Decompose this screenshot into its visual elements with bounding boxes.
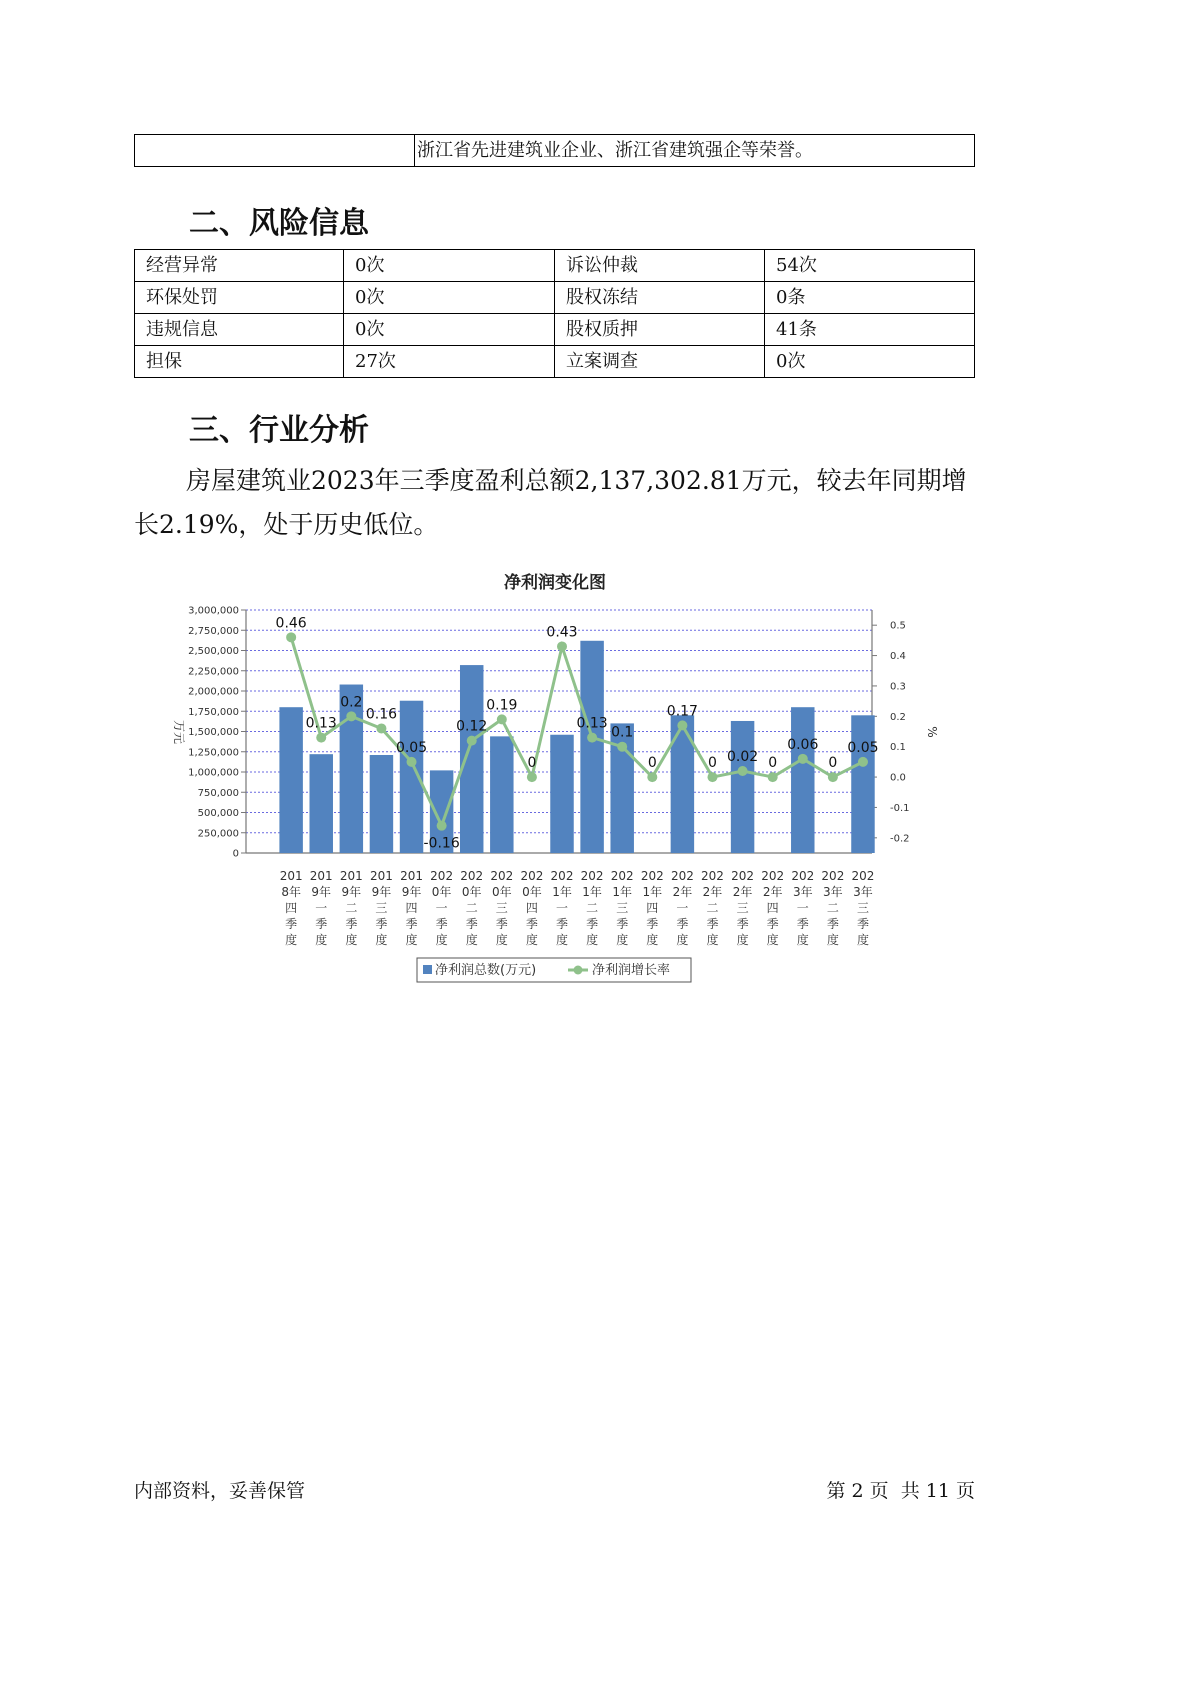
honors-table-label-cell — [135, 135, 415, 167]
growth-data-label: 0.02 — [727, 748, 759, 765]
risk-value: 0次 — [344, 314, 555, 346]
growth-data-label: 0.43 — [546, 624, 578, 641]
y-tick-label: 1,750,000 — [188, 706, 239, 718]
y-tick-label: 1,500,000 — [188, 727, 239, 738]
risk-label: 经营异常 — [135, 250, 344, 282]
growth-data-label: 0.16 — [365, 706, 398, 723]
growth-point — [407, 757, 417, 767]
y-tick-label: 250,000 — [197, 828, 239, 840]
risk-label: 立案调查 — [555, 346, 765, 378]
net-profit-chart — [0, 560, 1191, 1000]
y2-tick-label: 0.0 — [890, 772, 906, 784]
growth-point — [707, 772, 717, 782]
chart-bar — [731, 721, 754, 853]
growth-data-label: 0 — [647, 755, 657, 772]
growth-data-label: 0 — [527, 755, 537, 772]
y-tick-label: 0 — [232, 848, 239, 860]
chart-bar — [671, 715, 694, 853]
y2-tick-label: 0.5 — [890, 620, 906, 632]
legend-line-label: 净利润增长率 — [592, 963, 671, 978]
chart-bar — [310, 754, 333, 853]
growth-point — [798, 754, 808, 764]
growth-point — [557, 641, 567, 651]
growth-data-label: 0.06 — [787, 736, 819, 753]
x-tick-label: 202 0年二季度 — [460, 869, 484, 947]
growth-data-label: 0 — [708, 755, 717, 772]
x-tick-label: 202 0年一季度 — [430, 869, 454, 947]
x-tick-label: 202 0年四季度 — [520, 869, 544, 947]
table-row — [135, 250, 975, 282]
x-tick-label: 201 9年三季度 — [369, 869, 393, 947]
risk-value: 0次 — [344, 250, 555, 282]
honors-table-value-cell: 浙江省先进建筑业企业、浙江省建筑强企等荣誉。 — [415, 135, 975, 167]
growth-point — [617, 742, 627, 752]
growth-point — [677, 720, 687, 730]
y2-tick-label: 0.2 — [890, 711, 906, 723]
risk-label: 股权质押 — [555, 314, 765, 346]
y-tick-label: 1,000,000 — [188, 767, 239, 779]
growth-data-label: 0.05 — [847, 739, 879, 756]
chart-bar — [460, 665, 483, 853]
growth-point — [768, 772, 778, 782]
growth-data-label: 0.46 — [275, 615, 307, 632]
y2-tick-label: 0.3 — [890, 681, 906, 693]
industry-paragraph: 房屋建筑业2023年三季度盈利总额2,137,302.81万元，较去年同期增长2.19%，处于历史低位。 — [134, 466, 967, 539]
growth-point — [497, 714, 507, 724]
growth-data-label: -0.16 — [423, 835, 460, 852]
y-tick-label: 2,500,000 — [188, 646, 239, 657]
chart-bar — [580, 641, 603, 853]
risk-value: 0条 — [765, 282, 975, 314]
y2-tick-label: 0.1 — [890, 742, 906, 754]
x-tick-label: 202 3年三季度 — [851, 869, 875, 947]
footer-page-number: 第 2 页 共 11 页 — [826, 1480, 975, 1502]
growth-point — [316, 733, 326, 743]
growth-data-label: 0.1 — [611, 724, 634, 741]
growth-data-label: 0 — [828, 755, 838, 772]
x-tick-label: 201 9年二季度 — [339, 869, 363, 947]
chart-bar — [550, 735, 573, 853]
growth-point — [858, 757, 868, 767]
legend-line-marker — [574, 966, 583, 975]
growth-data-label: 0 — [768, 755, 778, 772]
x-tick-label: 202 0年三季度 — [490, 869, 514, 947]
y-tick-label: 500,000 — [197, 808, 239, 819]
risk-label: 违规信息 — [135, 314, 344, 346]
footer-confidential: 内部资料，妥善保管 — [134, 1480, 306, 1502]
risk-table — [134, 249, 975, 378]
y-tick-label: 2,000,000 — [188, 686, 239, 698]
growth-point — [437, 821, 447, 831]
y-tick-label: 2,750,000 — [188, 625, 239, 637]
x-tick-label: 202 2年四季度 — [761, 869, 785, 947]
legend-bar-swatch — [423, 965, 432, 974]
x-tick-label: 202 1年四季度 — [640, 869, 664, 947]
growth-data-label: 0.12 — [456, 718, 488, 735]
growth-point — [587, 733, 597, 743]
growth-point — [647, 772, 657, 782]
table-row — [135, 282, 975, 314]
chart-title: 净利润变化图 — [504, 573, 606, 593]
growth-data-label: 0.13 — [305, 715, 337, 732]
growth-data-label: 0.19 — [486, 697, 518, 714]
growth-point — [346, 711, 356, 721]
risk-section-title: 二、风险信息 — [189, 206, 369, 241]
industry-section-title: 三、行业分析 — [189, 413, 369, 448]
y-tick-label: 3,000,000 — [188, 605, 239, 617]
y-tick-label: 1,250,000 — [188, 747, 239, 759]
y-tick-label: 2,250,000 — [188, 666, 239, 678]
risk-value: 27次 — [344, 346, 555, 378]
y-axis-title: 万元 — [172, 719, 186, 745]
risk-value: 41条 — [765, 314, 975, 346]
table-row — [135, 314, 975, 346]
growth-data-label: 0.2 — [340, 694, 363, 711]
growth-point — [828, 772, 838, 782]
risk-value: 0次 — [765, 346, 975, 378]
x-tick-label: 201 9年四季度 — [400, 869, 423, 947]
x-tick-label: 202 2年一季度 — [670, 869, 694, 947]
risk-label: 股权冻结 — [555, 282, 765, 314]
growth-data-label: 0.13 — [576, 715, 608, 732]
table-row — [135, 346, 975, 378]
x-tick-label: 202 2年三季度 — [731, 869, 755, 947]
honors-table — [134, 134, 975, 167]
chart-bar — [791, 707, 814, 853]
x-tick-label: 202 2年二季度 — [701, 869, 724, 947]
y2-axis-title: % — [925, 726, 939, 738]
x-tick-label: 202 1年三季度 — [610, 869, 634, 947]
risk-label: 担保 — [135, 346, 344, 378]
y2-tick-label: -0.1 — [890, 802, 910, 814]
growth-data-label: 0.05 — [395, 739, 428, 756]
chart-bar — [370, 755, 393, 853]
y2-tick-label: 0.4 — [890, 651, 906, 663]
chart-bar — [851, 715, 874, 853]
x-tick-label: 201 9年一季度 — [309, 869, 333, 947]
x-tick-label: 202 3年二季度 — [821, 869, 845, 947]
x-tick-label: 202 1年二季度 — [580, 869, 604, 947]
y-tick-label: 750,000 — [197, 787, 239, 799]
x-tick-label: 201 8年四季度 — [279, 869, 303, 947]
risk-value: 0次 — [344, 282, 555, 314]
growth-point — [467, 736, 477, 746]
x-tick-label: 202 1年一季度 — [550, 869, 574, 947]
growth-point — [376, 723, 386, 733]
growth-point — [286, 632, 296, 642]
risk-label: 环保处罚 — [135, 282, 344, 314]
legend-bar-label: 净利润总数(万元) — [435, 963, 537, 978]
risk-label: 诉讼仲裁 — [555, 250, 765, 282]
chart-bar — [279, 707, 302, 853]
y2-tick-label: -0.2 — [890, 833, 910, 845]
chart-bar — [490, 736, 513, 853]
x-tick-label: 202 3年一季度 — [791, 869, 815, 947]
risk-value: 54次 — [765, 250, 975, 282]
growth-point — [738, 766, 748, 776]
growth-data-label: 0.17 — [666, 703, 698, 720]
growth-point — [527, 772, 537, 782]
